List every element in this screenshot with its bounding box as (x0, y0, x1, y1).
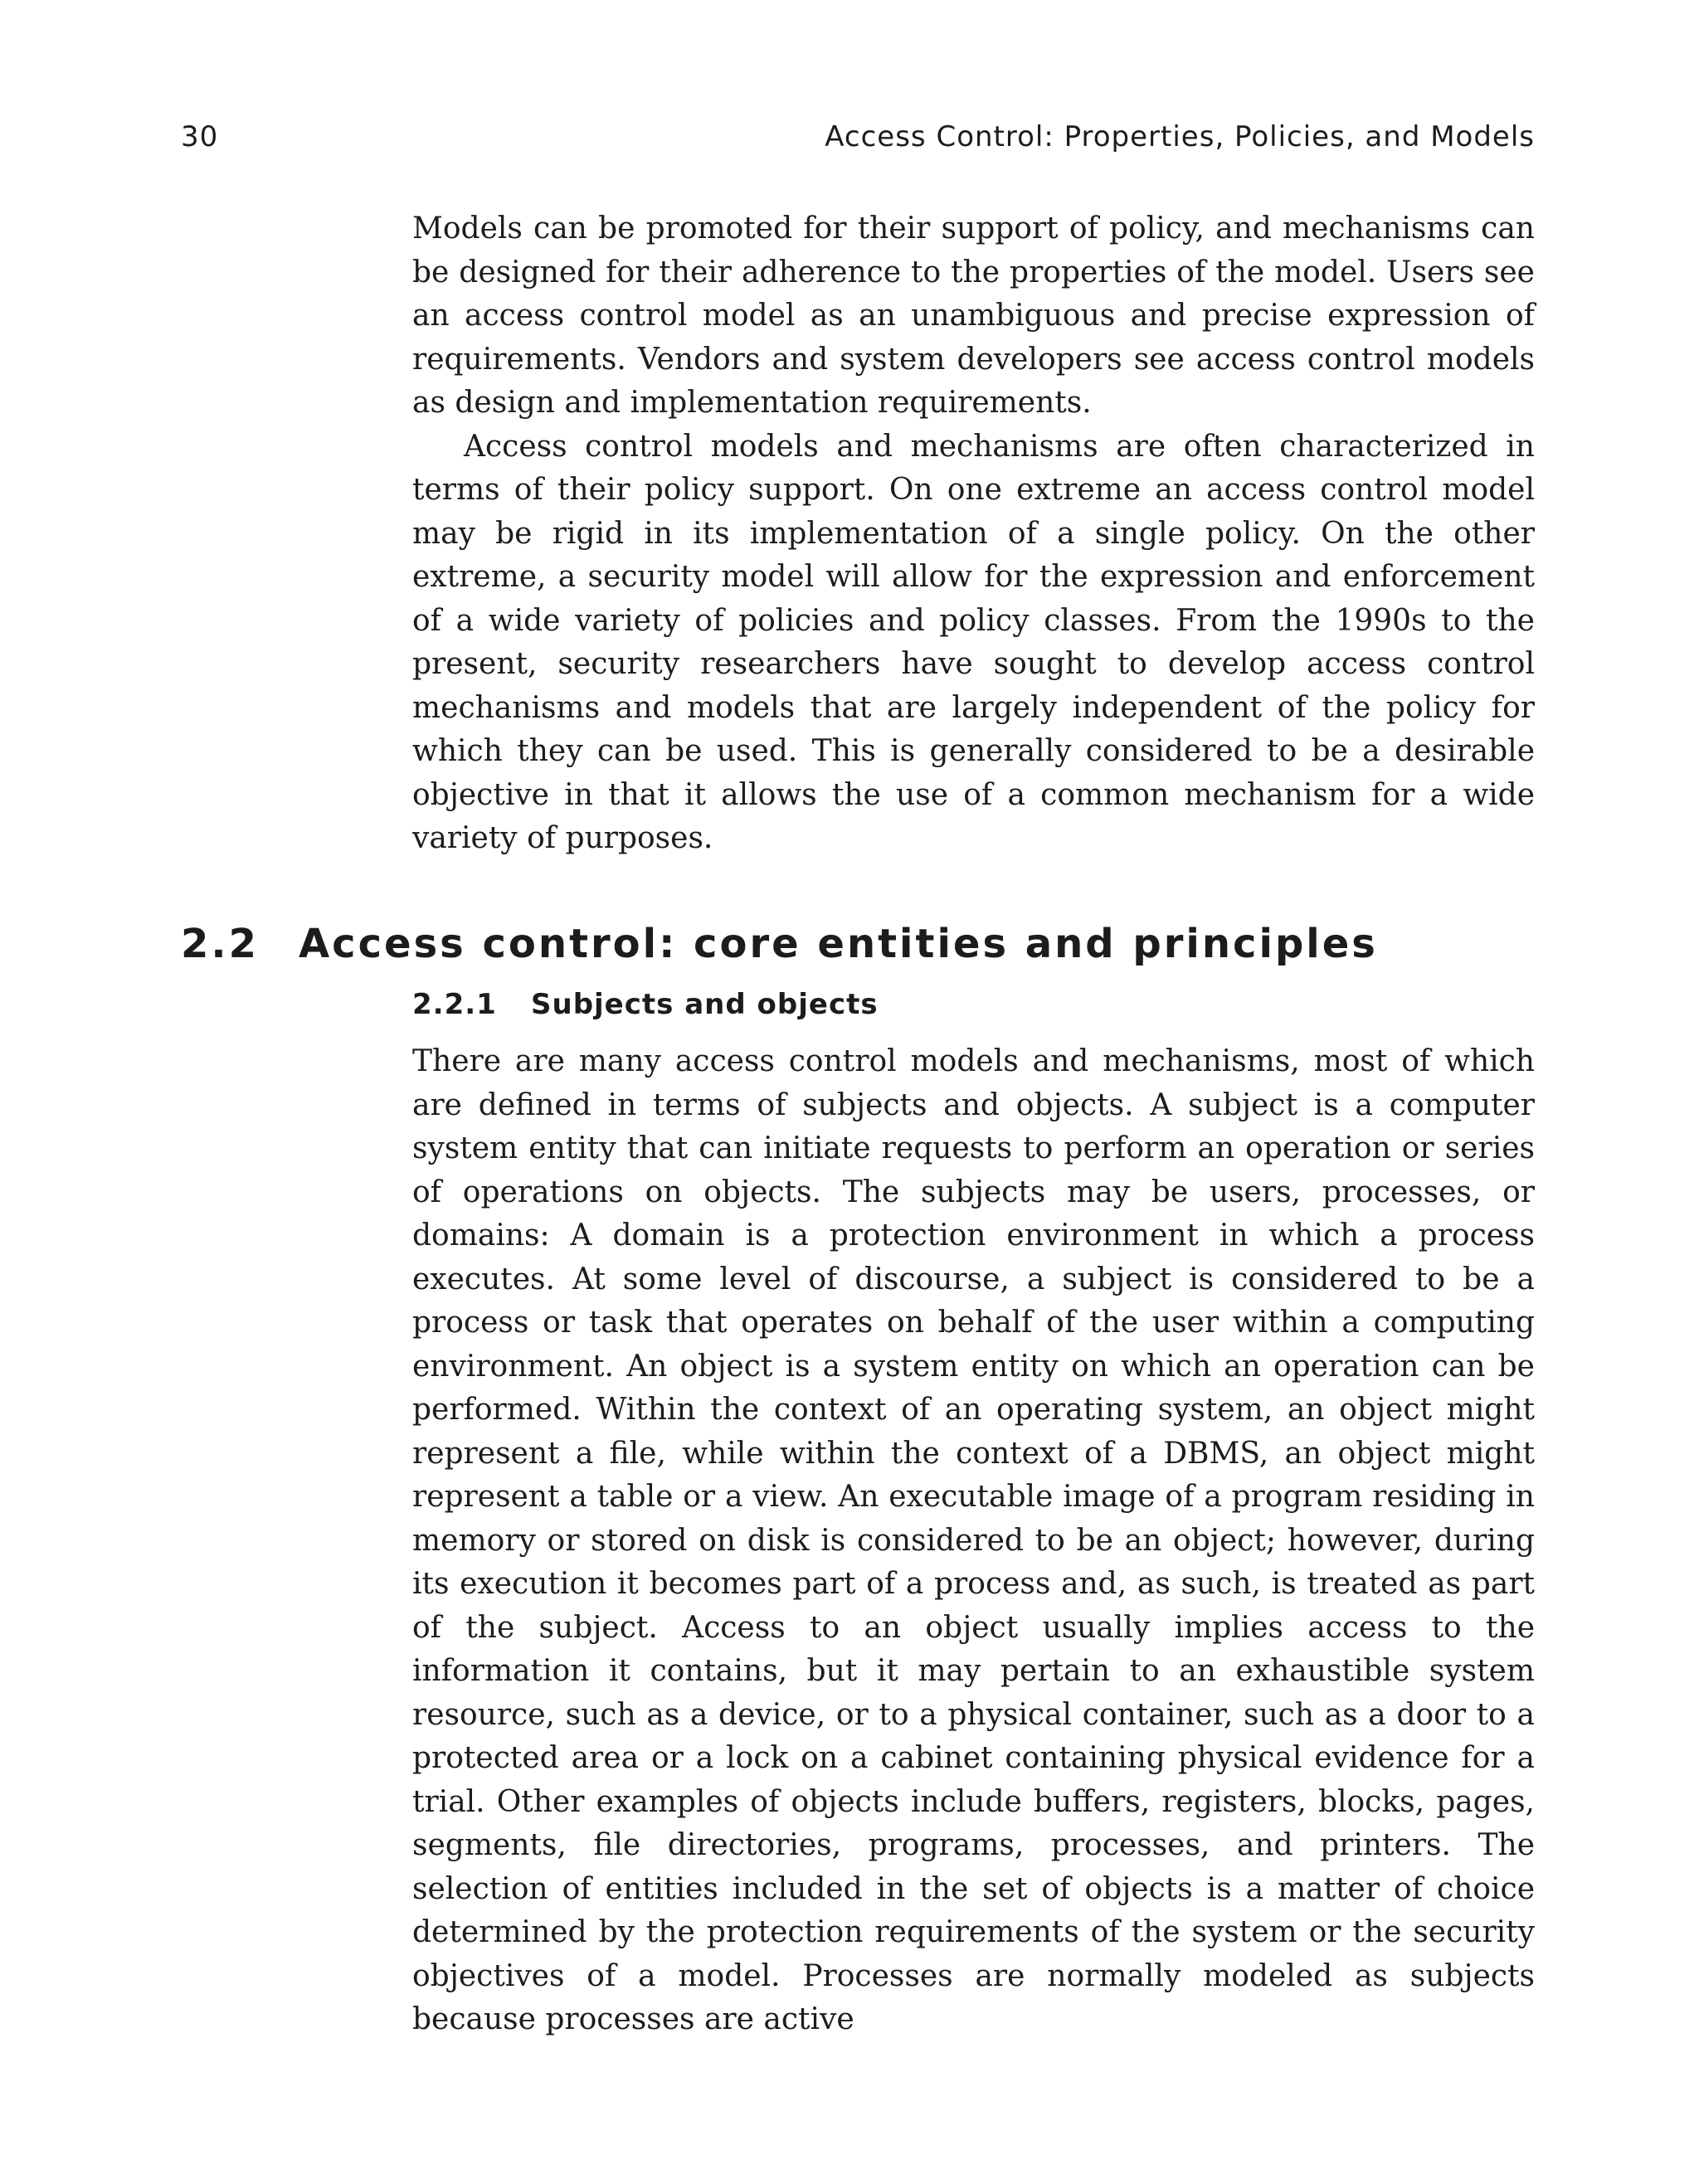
subsection-heading (412, 984, 879, 1025)
section-heading (181, 914, 1535, 974)
running-header (181, 116, 1535, 158)
subsection-paragraph-1: There are many access control models and mechanisms, most of which are defined in terms of subjects and objects. A subject is a computer system entity that can initiate requests to perform an operation or series of operations on objects. The subjects may be users, processes, or domains: A domain is a protection environment in which a process executes. At some level of discourse, a subject is considered to be a process or task that operates on behalf of the user within a computing environment. An object is a system entity on which an operation can be performed. Within the context of an operating system, an object might represent a file, while within the context of a DBMS, an object might represent a table or a view. An executable image of a program residing in memory or stored on disk is considered to be an object; however, during its execution it becomes part of a process and, as such, is treated as part of the subject. Access to an object usually implies access to the information it contains, but it may pertain to an exhaustible system resource, such as a device, or to a physical container, such as a door to a protected area or a lock on a cabinet containing physical evidence for a trial. Other examples of objects include buffers, registers, blocks, pages, segments, file directories, programs, processes, and printers. The selection of entities included in the set of objects is a matter of choice determined by the protection requirements of the system or the security objectives of a model. Processes are normally modeled as subjects because processes are active (412, 1044, 1535, 2036)
intro-paragraph-1: Models can be promoted for their support of policy, and mechanisms can be designed for their adherence to the properties of the model. Users see an access control model as an unambiguous and precise expression of requirements. Vendors and system developers see access control models as design and implementation requirements. (412, 212, 1535, 420)
running-title: Access Control: Properties, Policies, and Models (825, 120, 1535, 153)
subsection-number: 2.2.1 (412, 988, 497, 1021)
intro-text-block (412, 207, 1535, 861)
intro-paragraph-2: Access control models and mechanisms are often characterized in terms of their policy support. On one extreme an access control model may be rigid in its implementation of a single policy. On the other extreme, a security model will allow for the expression and enforcement of a wide variety of policies and policy classes. From the 1990s to the present, security researchers have sought to develop access control mechanisms and models that are largely independent of the policy for which they can be used. This is generally considered to be a desirable objective in that it allows the use of a common mechanism for a wide variety of purposes. (412, 429, 1535, 855)
subsection-text-block (412, 1040, 1535, 2042)
subsection-title: Subjects and objects (531, 988, 879, 1021)
section-title: Access control: core entities and principles (299, 921, 1378, 967)
section-number: 2.2 (181, 921, 260, 967)
page-number: 30 (181, 120, 219, 153)
